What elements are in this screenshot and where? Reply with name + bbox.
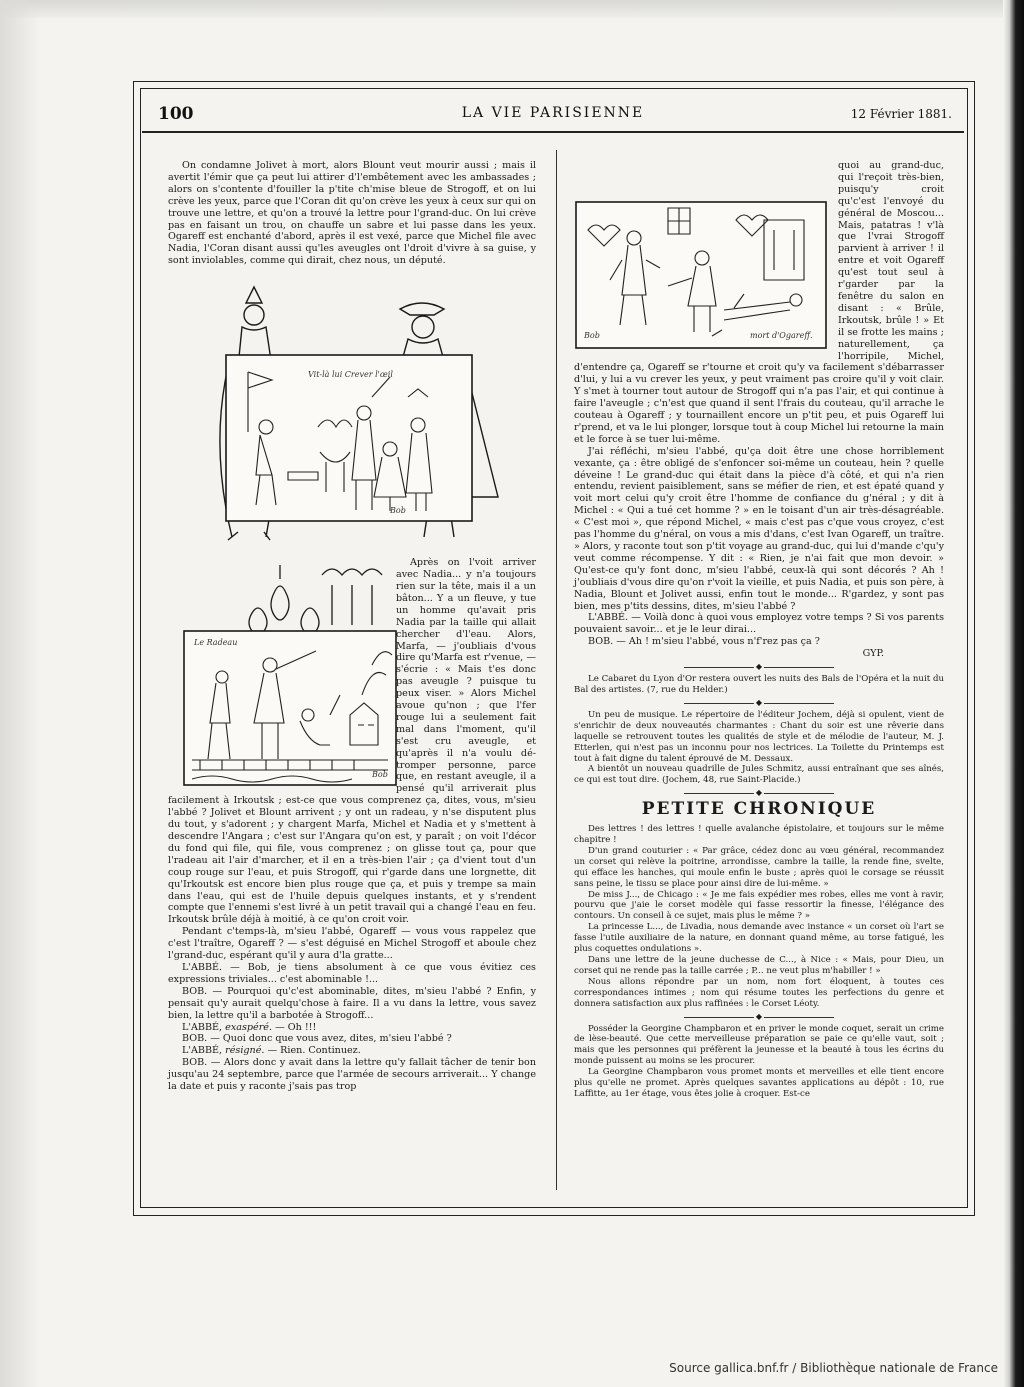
speaker: L'ABBÉ,	[182, 1045, 223, 1057]
illustration-raft	[168, 565, 386, 787]
dialogue-text: — Bob, je tiens absolument à ce que vous évitiez ces expressions triviales... c'est abominable !...	[168, 961, 536, 985]
section-title: PETITE CHRONIQUE	[641, 799, 877, 820]
left-column	[168, 160, 536, 1093]
illustration-caption: Vit-là lui Crever l'œil	[308, 370, 393, 380]
speaker: BOB.	[182, 1033, 208, 1045]
dialogue-line	[574, 612, 944, 636]
author-signature: GYP.	[862, 648, 884, 660]
chronique-paragraph: La princesse L..., de Livadia, nous demande avec instance « un corset où l'art se fasse l'utile auxiliaire de la nature, en donnant quand même, au torse fatigué, les plus coquettes ondulations ».	[574, 922, 944, 955]
article-paragraph: Pendant c'temps-là, m'sieu l'abbé, Ogareff — vous vous rappelez que c'est l'traître, Ogareff ? — s'est déguisé en Michel Strogoff et aboule chez l'grand-duc, espérant qu'il y aura d'la gratte...	[168, 926, 536, 962]
illustration-signature: Bob	[390, 506, 406, 516]
dialogue-line	[168, 1022, 536, 1034]
issue-date: 12 Février 1881.	[850, 107, 952, 121]
notice-music: Un peu de musique. Le répertoire de l'éditeur Jochem, déjà si opulent, vient de s'enrichir de deux nouveautés charmantes : Chant du soir est une rêverie dans laquelle se retrouvent toutes les qualités de style et de mélodie de l'auteur, M. J. Etterlen, qui n'est pas un inconnu pour nos lectrices. La Toilette du Printemps est tout à fait digne du talent éprouvé de M. Dessaux.	[574, 709, 944, 764]
illustration-signature: Bob	[584, 331, 600, 340]
dialogue-text: — Pourquoi qu'c'est abominable, dites, m'sieu l'abbé ? Enfin, y pensait qu'y aurait quelqu'chose à faire. Il a vu dans la lettre, vous savez bien, la lettre qu'il a barbotée à Strogoff...	[168, 985, 536, 1021]
source-credit: Source gallica.bnf.fr / Bibliothèque nationale de France	[669, 1361, 998, 1375]
dialogue-text: — Voilà donc à quoi vous employez votre temps ? Si vos parents pouvaient savoir... et je le leur dirai...	[574, 612, 944, 636]
chronique-paragraph: La Georgine Champbaron vous promet monts et merveilles et elle tient encore plus qu'elle ne promet. Après quelques savantes applications au dépôt : 10, rue Laffitte, au 1er étage, vous êtes jolie à croquer. Est-ce	[574, 1067, 944, 1099]
notice-cabaret: Le Cabaret du Lyon d'Or restera ouvert les nuits des Bals de l'Opéra et la nuit du Bal des artistes. (7, rue du Helder.)	[574, 674, 944, 695]
dialogue-text: — Ah ! m'sieu l'abbé, vous n'f'rez pas ça ?	[616, 636, 820, 648]
speaker: L'ABBÉ,	[182, 1021, 223, 1033]
dialogue-text: — Quoi donc que vous avez, dites, m'sieu l'abbé ?	[210, 1033, 452, 1045]
dialogue-text: — Oh !!!	[275, 1021, 317, 1033]
journal-title: LA VIE PARISIENNE	[461, 105, 645, 121]
chronique-paragraph: De miss J..., de Chicago : « Je me fais expédier mes robes, elles me vont à ravir, pourvu que j'aie le corset modèle qui fasse ressortir la finesse, l'élégance des contours. Un conseil à ce sujet, mais plus le même ? »	[574, 889, 944, 922]
scan-left-shadow	[0, 0, 40, 1387]
chronique-paragraph: Des lettres ! des lettres ! quelle avalanche épistolaire, et toujours sur le même chapitre !	[574, 824, 944, 846]
dialogue-line	[168, 1057, 536, 1093]
dialogue-text: — Rien. Continuez.	[267, 1045, 361, 1057]
header-rule	[142, 131, 964, 133]
article-paragraph: On condamne Jolivet à mort, alors Blount veut mourir aussi ; mais il avertit l'émir que ça peut lui attirer d'l'embêtement avec les ambassades ; alors on s'contente d'fouiller la p'tite ch'mise bleue de Strogoff, et on lui crève les yeux, parce que l'Coran dit qu'on crève les yeux à ceux sur qui on trouve une lettre, et qu'on a trouvé la lettre pour l'grand-duc. On lui crève pas en faisant un trou, on chauffe un sabre et lui passe dans les yeux. Ogareff est enchanté d'abord, après il est vexé, parce que Michel file avec Nadia, l'Coran disant aussi qu'les aveugles ont l'droit d'vivre à sa guise, y sont inviolables, comme qui dirait, chez nous, un député.	[168, 160, 536, 267]
speaker: L'ABBÉ.	[588, 612, 629, 624]
speaker: L'ABBÉ.	[182, 961, 223, 973]
article-paragraph-text: quoi au grand-duc, qui l'reçoit très-bien, puisqu'y croit qu'c'est l'envoyé du général de Moscou... Mais, patatras ! v'là que l'vrai Strogoff parvient à arriver ! il entre et voit Ogareff qu'est tout seul à r'garder par la fenêtre du salon en disant : « Brûle, Irkoutsk, brûle ! » Et il se frotte les mains ; naturellement, ça l'horripile, Michel, d'entendre ça, Ogareff se r'tourne et croit qu'y va facilement s'débarrasser d'lui, y lui a vu crever les yeux, y peut vraiment pas croire qu'il y voit clair. Y s'met à tourner tout autour de Strogoff qui n'a pas l'air, et qui continue à faire l'aveugle ; c'n'est que quand il sent l'frais du couteau, qu'il arrache le couteau à Ogareff ; y tournaillent encore un p'tit peu, et puis Ogareff lui r'prend, et va le lui plonger, lorsque tout à coup Michel lui retourne la main et le force à se tuer lui-même.	[574, 160, 944, 445]
illustration-blinding	[168, 277, 536, 549]
illustration-signature: Bob	[372, 770, 388, 780]
drawing-raft-scene	[182, 565, 400, 787]
stage-direction: résigné.	[225, 1045, 265, 1057]
article-paragraph: J'ai réfléchi, m'sieu l'abbé, qu'ça doit être une chose horriblement vexante, ça : être obligé de s'enfoncer soi-même un couteau, hein ? quelle déveine ! Le grand-duc qui était dans la pièce d'à côté, et qui n'a rien entendu, revient paisiblement, sans se méfier de rien, et est épaté quand y voit mort celui qu'y croit être l'homme de confiance du g'néral ; y dit à Michel : « Qui a tué cet homme ? » en le toisant d'un air très-désagréable. « C'est moi », que répond Michel, « mais c'est pas c'que vous croyez, c'est pas l'homme du g'néral, on vous a mis d'dans, c'est Ivan Ogareff, un traître. » Alors, y raconte tout son p'tit voyage au grand-duc, qui lui d'mande c'qu'y veut comme récompense. Y dit : « Rien, je n'ai fait que mon devoir. » Qu'est-ce qu'y font donc, m'sieu l'abbé, ceux-là qui sont décorés ? Ah ! j'oubliais d'vous dire qu'on r'voit la vieille, et puis Nadia, et puis son père, à Nadia, Blount et Jolivet aussi, enfin tout le monde... R'gardez, y sont pas bien, mes p'tits dessins, dites, m'sieu l'abbé ?	[574, 445, 944, 612]
page-header	[142, 104, 964, 130]
illustration-ogareff-death	[574, 200, 828, 352]
speaker: BOB.	[588, 636, 614, 648]
stage-direction: exaspéré.	[225, 1021, 273, 1033]
illustration-signature: mort d'Ogareff.	[750, 331, 813, 340]
right-column	[574, 160, 944, 1100]
column-divider	[556, 150, 557, 1190]
illustration-caption: Le Radeau	[194, 638, 238, 648]
article-paragraph	[574, 160, 944, 446]
separator	[574, 662, 944, 672]
chronique-paragraph: Dans une lettre de la jeune duchesse de C..., à Nice : « Mais, pour Dieu, un corset qui ne rende pas la taille carrée ; P... ne veut plus m'habiller ! »	[574, 955, 944, 976]
notice-quadrille: A bientôt un nouveau quadrille de Jules Schmitz, aussi entraînant que ses aînés, ce qui est tout dire. (Jochem, 48, rue Saint-Placide.)	[574, 764, 944, 786]
dialogue-line	[168, 1045, 536, 1057]
chronique-paragraph: D'un grand couturier : « Par grâce, cédez donc au vœu général, recommandez un corset qui relève la poitrine, arrondisse, cambre la taille, la rende fine, svelte, qui efface les hanches, qui moule enfin le buste ; après quoi le corsage se réussit sans peine, le tissu se place pour ainsi dire de lui-même. »	[574, 845, 944, 889]
dialogue-line	[574, 636, 944, 648]
scan-top-strip	[0, 0, 1003, 18]
dialogue-text: — Alors donc y avait dans la lettre qu'y fallait tâcher de tenir bon jusqu'au 24 septembre, parce que l'armée de secours arriverait... Y change la date et puis y raconte j'sais pas trop	[168, 1057, 536, 1093]
dialogue-line	[168, 986, 536, 1022]
dialogue-line	[168, 1033, 536, 1045]
chronique-paragraph: Nous allons répondre par un nom, nom fort éloquent, à toutes ces correspondances intimes ; nom qui résume toutes les perfections du genre et donnera satisfaction aux plus raffinées : le Corset Léoty.	[574, 976, 944, 1009]
article-paragraph-text: Après on l'voit arriver avec Nadia... y n'a toujours rien sur la tête, mais il a un bâton... Y a un fleuve, y tue un homme qu'avait pris Nadia par la taille qui allait chercher d'l'eau. Alors, Marfa, — j'oubliais d'vous dire qu'Marfa est r'venue, — s'écrie : « Mais t'es donc pas aveugle ? puisque tu peux viser. » Alors Michel avoue qu'non ; que l'fer rouge lui a seulement fait mal dans l'moment, qu'il s'est cru aveugle, et qu'après il n'a voulu dé-tromper personne, parce que, en restant aveugle, il a pensé qu'il arriverait plus facilement à Irkoutsk ; est-ce que vous comprenez ça, dites, vous, m'sieu l'abbé ? Jolivet et Blount arrivent ; y ont un radeau, y n'se disputent plus du tout, y s'adorent ; y chargent Marfa, Michel et Nadia et y s'mettent à descendre l'Angara ; c'est sur l'Angara qu'on est, y paraît ; on voit l'décor du fond qui file, qui file, vous comprenez ; on glisse tout ça, pour que l'radeau ait l'air d'marcher, et il en a très-bien l'air ; ça d'vient tout d'un coup rouge sur l'eau, et puis Strogoff, qui r'garde dans une lorgnette, dit qu'Irkoutsk est encore bien plus rouge que ça, et puis y trempe sa main dans l'eau, qui est de l'huile depuis quelques instants, et y s'rendent compte que l'ennemi s'est livré à un petit travail qui a changé l'eau en feu. Irkoutsk brûle déjà à moitié, à ce qu'on croit voir.	[168, 557, 536, 926]
separator	[574, 698, 944, 708]
speaker: BOB.	[182, 985, 208, 997]
separator	[574, 1012, 944, 1022]
chronique-paragraph: Posséder la Georgine Champbaron et en priver le monde coquet, serait un crime de lèse-beauté. Que cette merveilleuse préparation se paie ce qu'elle vaut, soit ; mais que les personnes qui préfèrent la jeunesse et la beauté à tous les écrins du monde puissent au moins se les procurer.	[574, 1023, 944, 1067]
separator	[574, 788, 944, 798]
page-number: 100	[158, 104, 194, 124]
dialogue-line	[168, 962, 536, 986]
scan-right-edge	[1003, 0, 1024, 1387]
article-paragraph	[168, 557, 536, 926]
drawing-blinding-scene	[168, 277, 536, 549]
speaker: BOB.	[182, 1057, 208, 1069]
